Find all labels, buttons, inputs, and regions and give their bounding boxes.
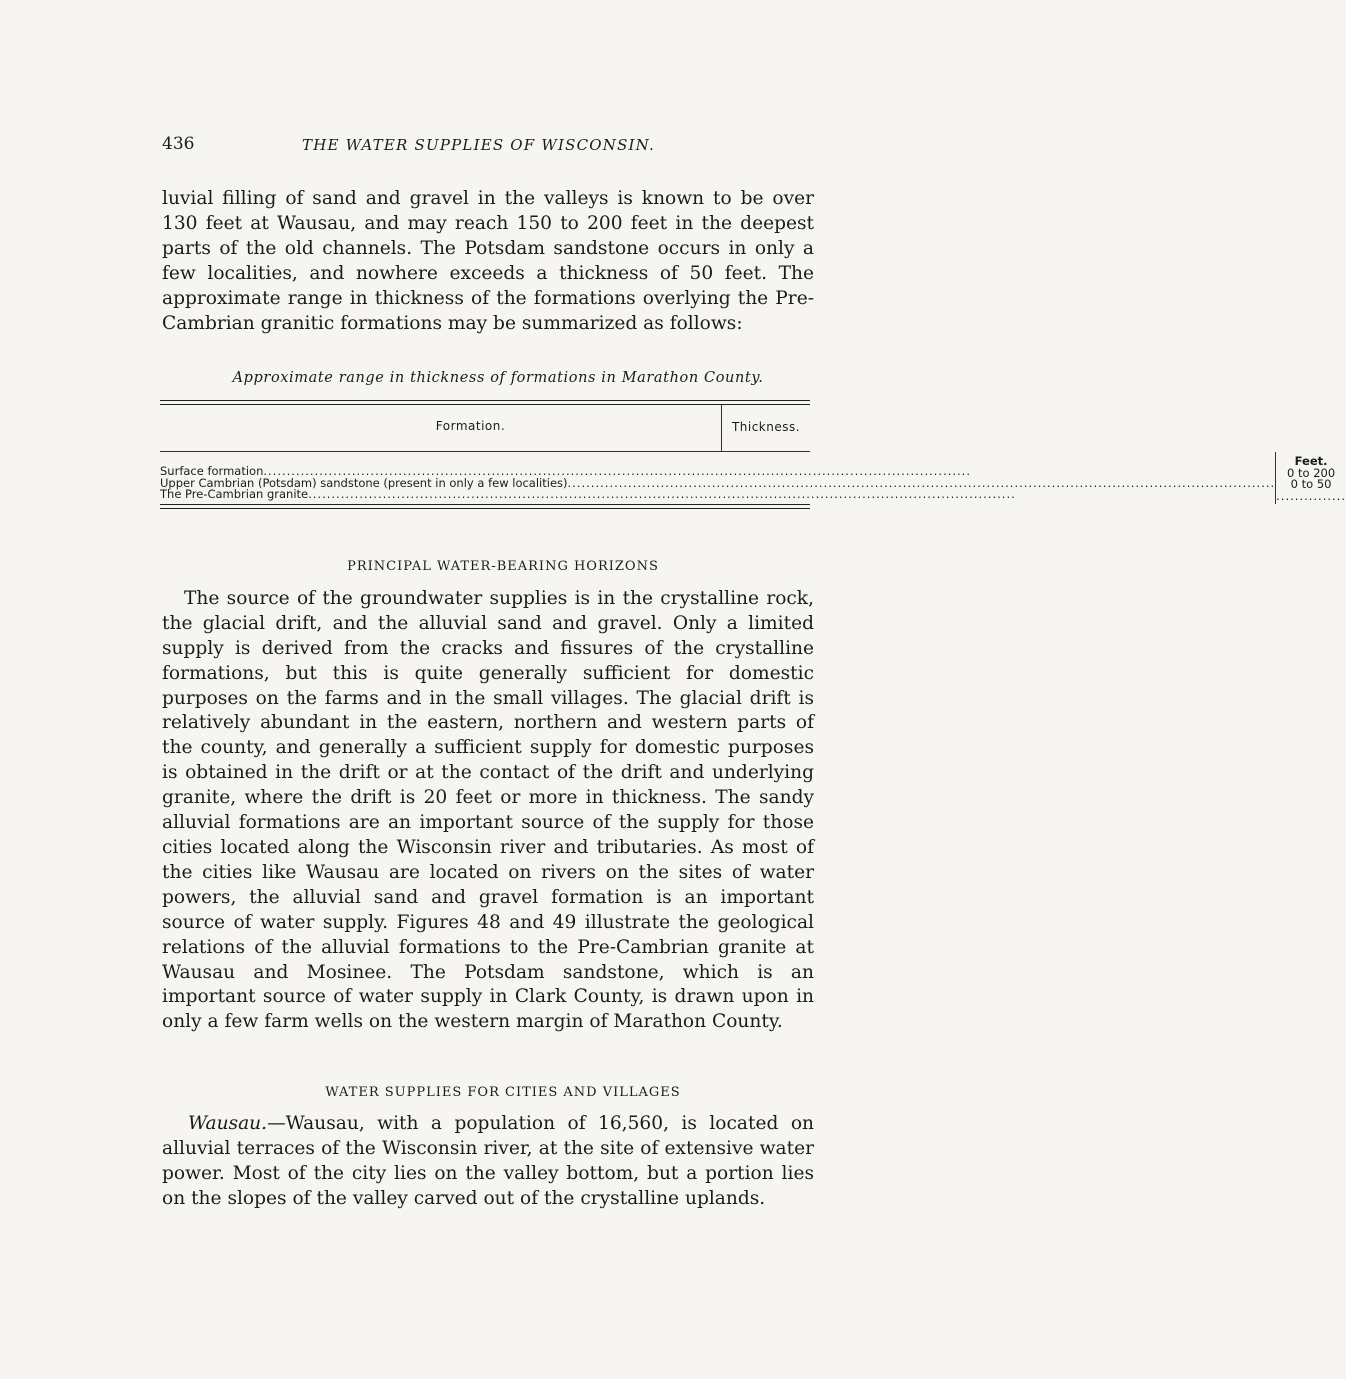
thickness-column — [1276, 452, 1346, 504]
formation-name: Surface formation — [160, 464, 264, 479]
table-body — [160, 452, 1336, 504]
section-heading-horizons: PRINCIPAL WATER-BEARING HORIZONS — [347, 558, 659, 574]
table-row — [160, 489, 1275, 501]
table-bottom-rule — [160, 504, 810, 509]
running-head — [162, 130, 814, 160]
thickness-unit: Feet. — [1294, 454, 1328, 469]
wausau-paragraph — [162, 1112, 814, 1212]
horizons-paragraph: The source of the groundwater supplies is in the crystalline rock, the glacial drift, and the alluvial sand and gravel. Only a limited supply is derived from the cracks and fissures of the crystalline formations, but this is quite generally sufficient for domestic purposes on the farms and in the small villages. The glacial drift is relatively abundant in the eastern, northern and western parts of the county, and generally a sufficient supply for domestic purposes is obtained in the drift or at the contact of the drift and underlying granite, where the drift is 20 feet or more in thickness. The sandy alluvial formations are an important source of the supply for those cities located along the Wisconsin river and tributaries. As most of the cities like Wausau are located on rivers on the sites of water powers, the alluvial sand and gravel formation is an important source of water supply. Figures 48 and 49 illustrate the geological relations of the alluvial formations to the Pre-Cambrian granite at Wausau and Mosinee. The Potsdam sandstone, which is an important source of water supply in Clark County, is drawn upon in only a few farm wells on the western margin of Marathon County. — [162, 587, 814, 1033]
table-caption: Approximate range in thickness of formations in Marathon County. — [232, 370, 764, 387]
wausau-text: —Wausau, with a population of 16,560, is located on alluvial terraces of the Wisconsin river, at the site of extensive water power. Most of the city lies on the valley bottom, but a portion lies on the slopes of the valley carved out of the crystalline uplands. — [162, 1113, 814, 1209]
thickness-value: 0 to 50 — [1290, 477, 1332, 492]
header-thickness: Thickness. — [731, 420, 801, 435]
book-page — [160, 130, 1336, 1212]
intro-paragraph: luvial filling of sand and gravel in the valleys is known to be over 130 feet at Wausau, and may reach 150 to 200 feet in the deepest parts of the old channels. The Potsdam sandstone occurs in only a few localities, and nowhere exceeds a thickness of 50 feet. The approximate range in thickness of the formations overlying the Pre-Cambrian granitic formations may be summarized as follows: — [162, 188, 814, 334]
wausau-run-in: Wausau. — [188, 1113, 268, 1135]
running-title: THE WATER SUPPLIES OF WISCONSIN. — [302, 136, 656, 154]
header-formation: Formation. — [160, 405, 722, 451]
thickness-value-empty — [1276, 491, 1346, 503]
table-header-row — [160, 405, 810, 452]
formation-name: The Pre-Cambrian granite — [160, 487, 309, 502]
leader-dots — [308, 489, 1275, 501]
thickness-value: 0 to 200 — [1287, 465, 1336, 480]
page-number: 436 — [162, 134, 195, 154]
formation-name: Upper Cambrian (Potsdam) sandstone (present in only a few localities) — [160, 475, 568, 490]
formation-column — [160, 452, 1276, 504]
section-heading-cities: WATER SUPPLIES FOR CITIES AND VILLAGES — [325, 1085, 681, 1101]
formation-thickness-table — [160, 400, 1336, 509]
